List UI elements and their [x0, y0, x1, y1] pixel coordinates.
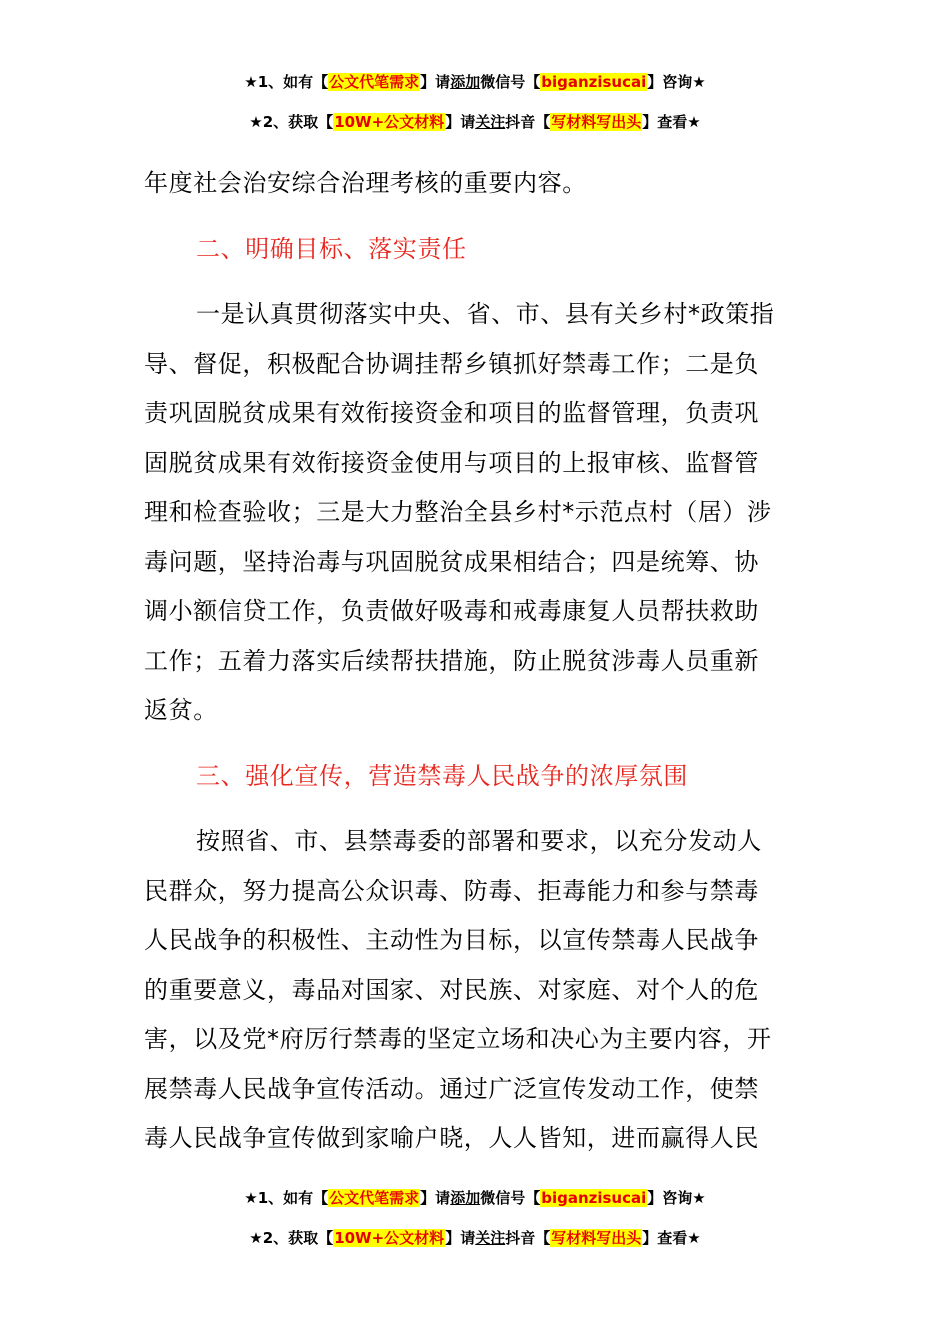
banner-text: 抖音【	[505, 1229, 551, 1247]
paragraph-line: 毒人民战争宣传做到家喻户晓，人人皆知，进而赢得人民	[144, 1124, 759, 1152]
banner-text: 微信号【	[480, 73, 541, 91]
banner-suffix: 】查看★	[642, 1229, 701, 1247]
banner-prefix: ★1、如有【	[244, 73, 329, 91]
paragraph-line: 责巩固脱贫成果有效衔接资金和项目的监督管理，负责巩	[144, 399, 759, 427]
banner-highlight: 写材料写出头	[551, 113, 642, 131]
paragraph-2	[144, 290, 806, 736]
banner-text: 微信号【	[480, 1189, 541, 1207]
footer-banner-line-1	[0, 1186, 950, 1210]
banner-prefix: ★1、如有【	[244, 1189, 329, 1207]
header-banner-line-1	[0, 70, 950, 94]
paragraph-line: 返贫。	[144, 696, 218, 724]
banner-text: 】请	[445, 1229, 476, 1247]
paragraph-line: 固脱贫成果有效衔接资金使用与项目的上报审核、监督管	[144, 448, 759, 477]
paragraph-line: 人民战争的积极性、主动性为目标，以宣传禁毒人民战争	[144, 926, 759, 954]
paragraph-line: 理和检查验收；三是大力整治全县乡村*示范点村（居）涉	[144, 498, 772, 526]
paragraph-line: 调小额信贷工作，负责做好吸毒和戒毒康复人员帮扶救助	[144, 597, 759, 625]
section-heading-3: 三、强化宣传，营造禁毒人民战争的浓厚氛围	[196, 761, 688, 790]
banner-text: 抖音【	[505, 113, 551, 131]
paragraph-line: 害，以及党*府厉行禁毒的坚定立场和决心为主要内容，开	[144, 1025, 772, 1053]
banner-highlight: 写材料写出头	[551, 1229, 642, 1247]
banner-text: 】请	[445, 113, 476, 131]
banner-text: 】请	[420, 73, 451, 91]
banner-underline: 添加	[450, 73, 481, 91]
banner-prefix: ★2、获取【	[249, 113, 334, 131]
paragraph-line: 的重要意义，毒品对国家、对民族、对家庭、对个人的危	[144, 975, 759, 1004]
header-banner-line-2	[0, 110, 950, 134]
banner-suffix: 】咨询★	[647, 73, 706, 91]
banner-underline: 关注	[475, 1229, 506, 1247]
section-heading-2: 二、明确目标、落实责任	[196, 234, 467, 263]
paragraph-continued-line: 年度社会治安综合治理考核的重要内容。	[144, 169, 587, 197]
paragraph-line: 按照省、市、县禁毒委的部署和要求，以充分发动人	[196, 827, 762, 855]
document-body	[144, 159, 806, 1164]
banner-underline: 关注	[475, 113, 506, 131]
paragraph-line: 展禁毒人民战争宣传活动。通过广泛宣传发动工作，使禁	[144, 1074, 759, 1103]
banner-underline: 添加	[450, 1189, 481, 1207]
banner-highlight: 10W+公文材料	[334, 113, 445, 131]
paragraph-line: 毒问题，坚持治毒与巩固脱贫成果相结合；四是统筹、协	[144, 547, 759, 576]
banner-highlight: biganzisucai	[541, 73, 647, 91]
paragraph-line: 导、督促，积极配合协调挂帮乡镇抓好禁毒工作；二是负	[144, 349, 759, 378]
banner-highlight: biganzisucai	[541, 1189, 647, 1207]
banner-highlight: 公文代笔需求	[329, 1189, 420, 1207]
banner-suffix: 】查看★	[642, 113, 701, 131]
banner-prefix: ★2、获取【	[249, 1229, 334, 1247]
paragraph-3	[144, 817, 806, 1164]
banner-text: 】请	[420, 1189, 451, 1207]
banner-highlight: 公文代笔需求	[329, 73, 420, 91]
banner-suffix: 】咨询★	[647, 1189, 706, 1207]
paragraph-line: 工作；五着力落实后续帮扶措施，防止脱贫涉毒人员重新	[144, 646, 759, 675]
paragraph-line: 一是认真贯彻落实中央、省、市、县有关乡村*政策指	[196, 300, 775, 328]
banner-highlight: 10W+公文材料	[334, 1229, 445, 1247]
paragraph-line: 民群众，努力提高公众识毒、防毒、拒毒能力和参与禁毒	[144, 876, 759, 905]
footer-banner-line-2	[0, 1226, 950, 1250]
